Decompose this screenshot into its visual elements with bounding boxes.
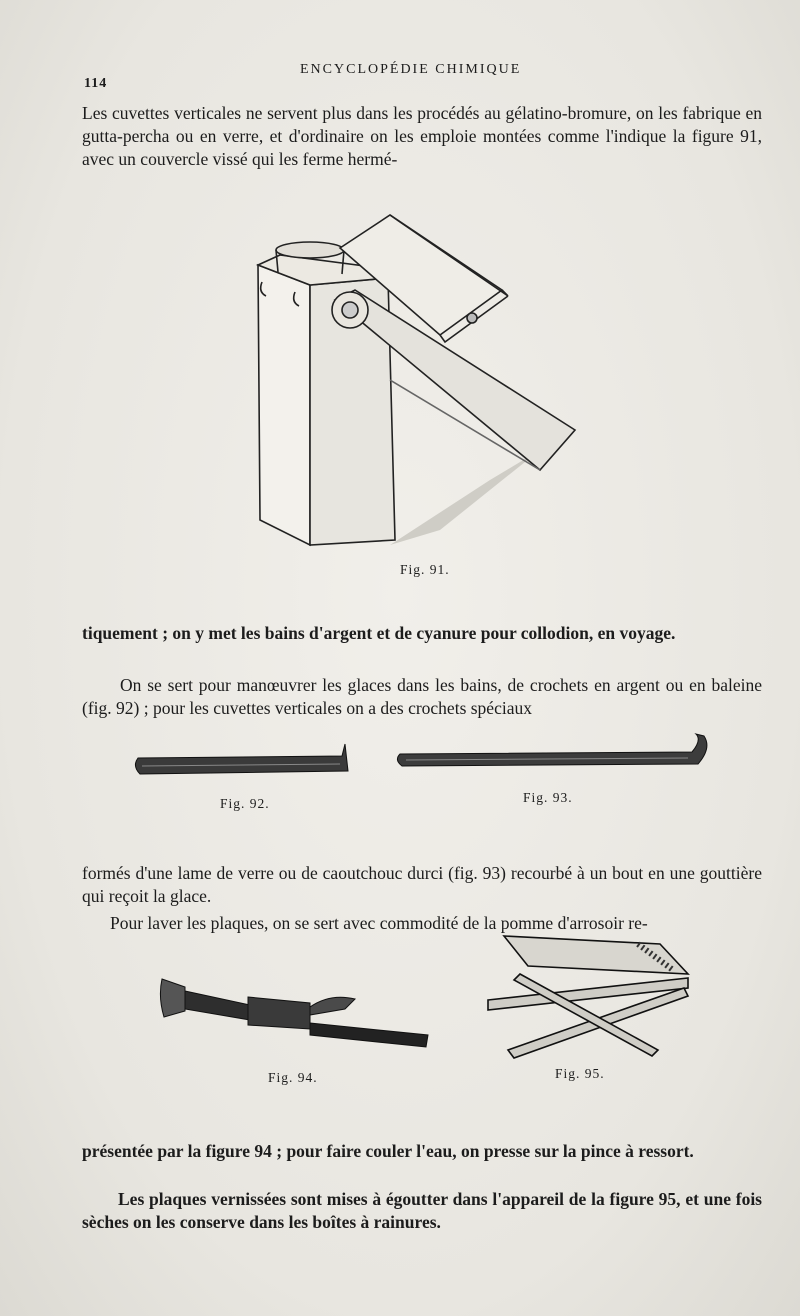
page-header: [0, 62, 800, 92]
paragraph-5-end: présentée par la figure 94 ; pour faire couler l'eau, on presse sur la pince à ressort.: [82, 1140, 694, 1161]
paragraph-1: Les cuvettes verticales ne servent plus dans les procédés au gélatino-bromure, on les fabrique en gutta-percha ou en verre, et d'ordinaire on les emploie montées comme l'indique la figure 91, avec un couvercle vissé qui les ferme hermé-: [82, 102, 762, 169]
paragraph-5-start: Pour laver les plaques, on se sert avec commodité de la pomme d'arrosoir re-: [110, 912, 648, 933]
figure-91-vertical-cuvette: [240, 200, 600, 560]
paragraph-3: On se sert pour manœuvrer les glaces dans les bains, de crochets en argent ou en baleine (fig. 92) ; pour les cuvettes verticales on a des crochets spéciaux: [82, 674, 762, 718]
figure-93-special-hook: [392, 730, 714, 780]
paragraph-6: Les plaques vernissées sont mises à égoutter dans l'appareil de la figure 95, et une fois sèches on les conserve dans les boîtes à rainures.: [82, 1188, 762, 1232]
figure-92-silver-hook: [130, 736, 355, 786]
figure-93-caption: Fig. 93.: [523, 790, 573, 805]
figure-91-caption: Fig. 91.: [400, 562, 450, 577]
figure-95-draining-rack: [488, 930, 693, 1060]
paragraph-4: formés d'une lame de verre ou de caoutchouc durci (fig. 93) recourbé à un bout en une gouttière qui reçoit la glace.: [82, 862, 762, 906]
figure-95-caption: Fig. 95.: [555, 1066, 605, 1081]
paragraph-2: tiquement ; on y met les bains d'argent et de cyanure pour collodion, en voyage.: [82, 622, 676, 643]
page-number: 114: [84, 76, 108, 91]
running-title: ENCYCLOPÉDIE CHIMIQUE: [300, 62, 522, 77]
figure-94-sprinkler: [160, 965, 435, 1055]
figure-94-caption: Fig. 94.: [268, 1070, 318, 1085]
figure-92-caption: Fig. 92.: [220, 796, 270, 811]
